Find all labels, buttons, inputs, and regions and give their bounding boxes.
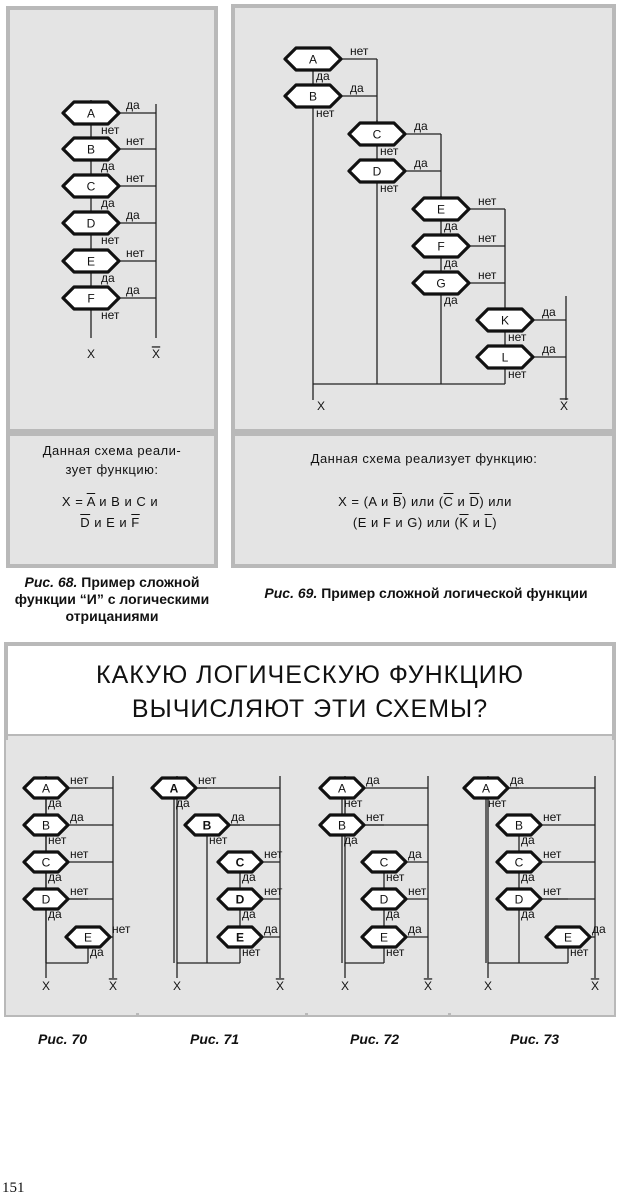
branch-label: да <box>48 907 62 921</box>
fig69-output-not-x: X <box>559 399 569 413</box>
condition-node-label: L <box>501 350 509 365</box>
branch-label: нет <box>209 833 228 847</box>
fig69-formula-part: $\overline{K}$ <box>459 515 469 530</box>
condition-node-label: C <box>41 855 51 870</box>
branch-label: да <box>521 907 535 921</box>
branch-label: да <box>70 810 84 824</box>
branch-label: нет <box>570 945 589 959</box>
branch-label: нет <box>408 884 427 898</box>
branch-label: нет <box>198 773 217 787</box>
condition-node-label: E <box>436 202 446 217</box>
branch-label: нет <box>48 833 67 847</box>
branch-label: да <box>48 796 62 810</box>
branch-label: да <box>90 945 104 959</box>
condition-node-label: E <box>86 254 96 269</box>
fig69-branch-label: да <box>350 81 364 95</box>
fig68-branch-label: да <box>101 196 115 210</box>
condition-node-label: B <box>337 818 347 833</box>
fig71-caption: Рис. 71 <box>190 1031 240 1047</box>
condition-node-label: E <box>235 930 245 945</box>
branch-label: нет <box>242 945 261 959</box>
branch-label: нет <box>344 796 363 810</box>
branch-label: да <box>48 870 62 884</box>
condition-node-label: B <box>41 818 51 833</box>
condition-node-label: D <box>514 892 524 907</box>
fig69-formula-part: $\overline{B}$ <box>392 494 403 509</box>
condition-node-label: B <box>514 818 524 833</box>
fig72-caption: Рис. 72 <box>350 1031 400 1047</box>
condition-node-label: E <box>563 930 573 945</box>
fig69-branch-label: да <box>444 256 458 270</box>
output-x: X <box>483 979 493 993</box>
fig69-formula-part: и <box>468 515 485 530</box>
fig69-branch-label: да <box>444 219 458 233</box>
fig68-branch-label: нет <box>126 134 145 148</box>
output-not-x: X <box>423 979 433 993</box>
condition-node-label: D <box>379 892 389 907</box>
branch-label: да <box>521 870 535 884</box>
output-not-x: X <box>590 979 600 993</box>
condition-node-label: C <box>514 855 524 870</box>
condition-node-label: D <box>235 892 245 907</box>
fig69-formula-part: X = (A и <box>338 494 393 509</box>
condition-node-label: C <box>86 179 96 194</box>
fig68-branch-label: да <box>101 159 115 173</box>
branch-label: да <box>176 796 190 810</box>
fig68-output-x: X <box>86 347 96 361</box>
fig69-branch-label: нет <box>350 44 369 58</box>
fig69-formula-part: ) или <box>479 494 512 509</box>
branch-label: да <box>242 870 256 884</box>
question-line-1: КАКУЮ ЛОГИЧЕСКУЮ ФУНКЦИЮ <box>96 661 524 689</box>
fig68-branch-label: нет <box>101 233 120 247</box>
branch-label: нет <box>543 847 562 861</box>
condition-node-label: D <box>86 216 96 231</box>
fig68-formula-part: $\overline{A}$ <box>86 494 96 509</box>
fig70-caption: Рис. 70 <box>38 1031 88 1047</box>
condition-node-label: F <box>87 291 95 306</box>
branch-label: нет <box>386 945 405 959</box>
output-x: X <box>41 979 51 993</box>
output-x: X <box>340 979 350 993</box>
branch-label: да <box>592 922 606 936</box>
fig68-formula-part: $\overline{D}$ <box>80 515 91 530</box>
fig69-caption-text: Пример сложной логической функции <box>321 585 588 601</box>
branch-label: да <box>408 922 422 936</box>
branch-label: да <box>521 833 535 847</box>
fig69-formula-part: и <box>453 494 470 509</box>
fig69-description: Данная схема реализует функцию: <box>310 451 538 466</box>
branch-label: нет <box>488 796 507 810</box>
fig69-output-x: X <box>316 399 326 413</box>
condition-node-label: A <box>481 781 491 796</box>
branch-label: нет <box>386 870 405 884</box>
fig68-branch-label: нет <box>101 308 120 322</box>
condition-node-label: B <box>202 818 212 833</box>
branch-label: да <box>231 810 245 824</box>
condition-node-label: A <box>86 106 96 121</box>
branch-label: нет <box>264 884 283 898</box>
branch-label: нет <box>264 847 283 861</box>
fig69-branch-label: нет <box>508 367 527 381</box>
fig69-branch-label: да <box>414 119 428 133</box>
fig68-branch-label: да <box>126 98 140 112</box>
branch-label: нет <box>70 847 89 861</box>
fig68-output-not-x: X <box>151 347 161 361</box>
fig68-branch-label: нет <box>126 246 145 260</box>
fig68-branch-label: да <box>101 271 115 285</box>
fig69-branch-label: да <box>542 342 556 356</box>
fig68-caption-number: Рис. 68. <box>24 574 78 590</box>
condition-node-label: G <box>436 276 446 291</box>
fig69-branch-label: нет <box>316 106 335 120</box>
fig68-caption-text: Пример сложной функции “И” с логическими отрицаниями <box>14 574 210 624</box>
condition-node-label: A <box>308 52 318 67</box>
fig69-branch-label: нет <box>478 194 497 208</box>
condition-node-label: A <box>41 781 51 796</box>
branch-label: нет <box>112 922 131 936</box>
fig68-formula-part: и E и <box>90 515 132 530</box>
output-not-x: X <box>275 979 285 993</box>
condition-node-label: B <box>86 142 96 157</box>
fig68-description: Данная схема реали- зует функцию: <box>42 443 182 477</box>
branch-label: нет <box>366 810 385 824</box>
condition-node-label: E <box>379 930 389 945</box>
condition-node-label: E <box>83 930 93 945</box>
fig69-branch-label: нет <box>478 231 497 245</box>
condition-node-label: D <box>372 164 382 179</box>
fig69-branch-label: нет <box>478 268 497 282</box>
fig68-branch-label: нет <box>101 123 120 137</box>
branch-label: да <box>408 847 422 861</box>
page-number: 151 <box>2 1180 25 1196</box>
fig68-formula-part: X = <box>61 494 87 509</box>
fig69-branch-label: нет <box>380 144 399 158</box>
branch-label: нет <box>70 773 89 787</box>
fig68-branch-label: нет <box>126 171 145 185</box>
branch-label: да <box>264 922 278 936</box>
question-line-2: ВЫЧИСЛЯЮТ ЭТИ СХЕМЫ? <box>131 695 489 723</box>
branch-label: нет <box>543 810 562 824</box>
fig73-caption: Рис. 73 <box>510 1031 560 1047</box>
fig68-branch-label: да <box>126 283 140 297</box>
fig69-branch-label: да <box>542 305 556 319</box>
fig69-branch-label: да <box>316 69 330 83</box>
fig68-formula-part: $\overline{F}$ <box>131 515 140 530</box>
condition-node-label: C <box>235 855 245 870</box>
fig68-formula-part: и B и C и <box>95 494 159 509</box>
fig69-formula-part: (E и F и G) или ( <box>352 515 460 530</box>
fig69-formula-part: $\overline{C}$ <box>443 494 454 509</box>
condition-node-label: A <box>337 781 347 796</box>
condition-node-label: B <box>308 89 318 104</box>
fig69-branch-label: нет <box>508 330 527 344</box>
condition-node-label: F <box>437 239 445 254</box>
branch-label: да <box>242 907 256 921</box>
fig69-branch-label: нет <box>380 181 399 195</box>
fig69-branch-label: да <box>444 293 458 307</box>
output-not-x: X <box>108 979 118 993</box>
branch-label: да <box>386 907 400 921</box>
condition-node-label: A <box>169 781 179 796</box>
fig69-formula-part: $\overline{D}$ <box>469 494 480 509</box>
fig69-formula-part: ) <box>492 515 498 530</box>
fig69-formula-part: $\overline{L}$ <box>484 515 493 530</box>
branch-label: нет <box>70 884 89 898</box>
fig69-caption-number: Рис. 69. <box>264 585 318 601</box>
condition-node-label: C <box>379 855 389 870</box>
branch-label: да <box>344 833 358 847</box>
output-x: X <box>172 979 182 993</box>
branch-label: нет <box>543 884 562 898</box>
branch-label: да <box>510 773 524 787</box>
branch-label: да <box>366 773 380 787</box>
fig69-formula-part: ) или ( <box>402 494 444 509</box>
condition-node-label: D <box>41 892 51 907</box>
fig68-branch-label: да <box>126 208 140 222</box>
condition-node-label: K <box>500 313 510 328</box>
condition-node-label: C <box>372 127 382 142</box>
fig69-branch-label: да <box>414 156 428 170</box>
